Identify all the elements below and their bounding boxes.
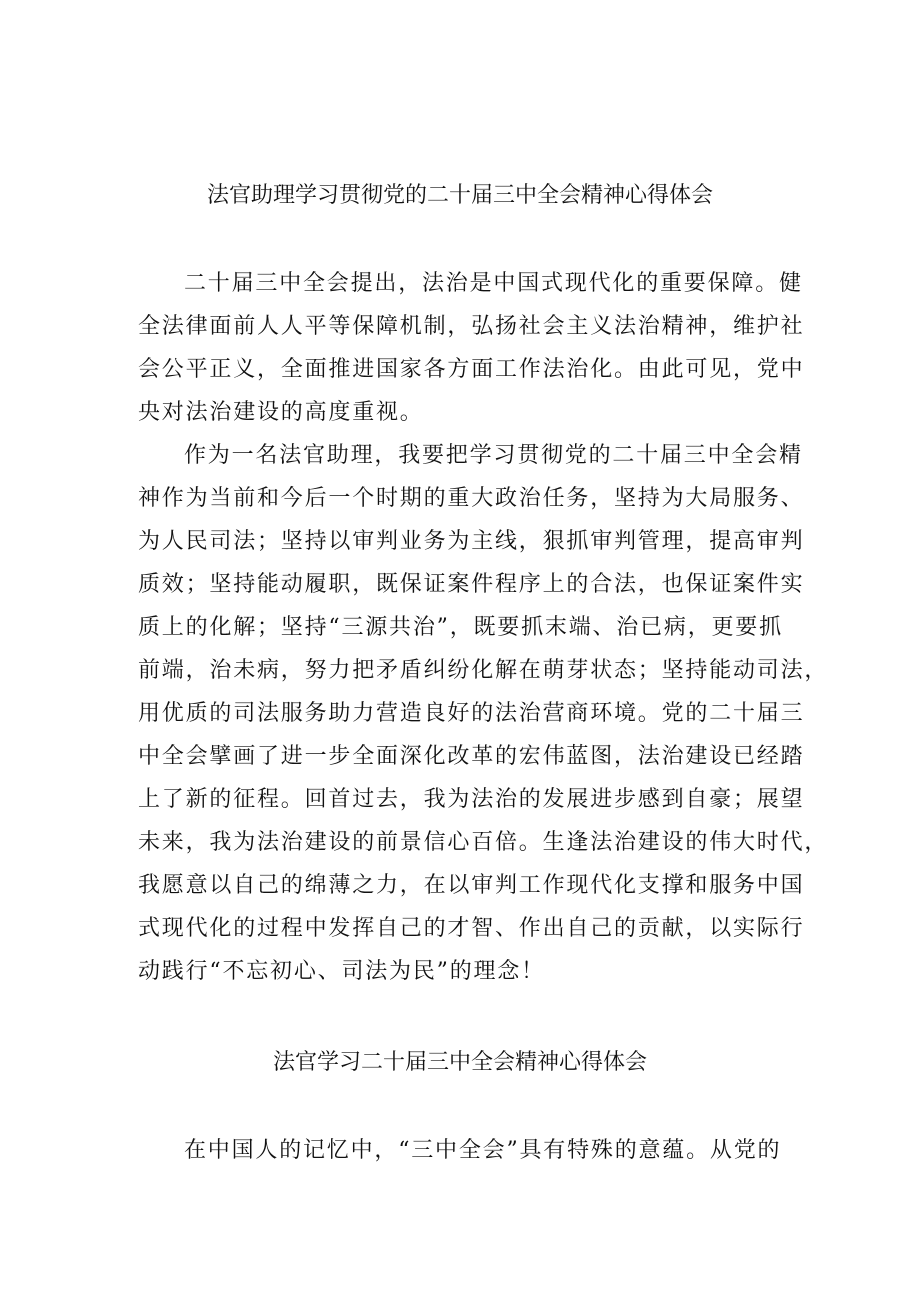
paragraph-line: 质上的化解；坚持“三源共治”，既要抓末端、治已病，更要抓 [138, 615, 783, 640]
section-1-title: 法官助理学习贯彻党的二十届三中全会精神心得体会 [206, 183, 713, 208]
paragraph-line: 用优质的司法服务助力营造良好的法治营商环境。党的二十届三 [138, 701, 805, 726]
paragraph-line: 动践行“不忘初心、司法为民”的理念！ [138, 959, 545, 984]
paragraph-line: 质效；坚持能动履职，既保证案件程序上的合法，也保证案件实 [138, 572, 805, 597]
paragraph-line: 神作为当前和今后一个时期的重大政治任务，坚持为大局服务、 [138, 486, 805, 511]
paragraph-line: 未来，我为法治建设的前景信心百倍。生逢法治建设的伟大时代， [138, 830, 829, 855]
paragraph-line: 全法律面前人人平等保障机制，弘扬社会主义法治精神，维护社 [138, 314, 805, 339]
paragraph-line: 上了新的征程。回首过去，我为法治的发展进步感到自豪；展望 [138, 787, 805, 812]
section-1-paragraph-1 [138, 262, 805, 434]
section-2-title: 法官学习二十届三中全会精神心得体会 [272, 1050, 647, 1075]
paragraph-line: 式现代化的过程中发挥自己的才智、作出自己的贡献，以实际行 [138, 916, 805, 941]
paragraph-line: 中全会擘画了进一步全面深化改革的宏伟蓝图，法治建设已经踏 [138, 744, 805, 769]
section-1-paragraph-2 [138, 434, 829, 993]
paragraph-line: 二十届三中全会提出，法治是中国式现代化的重要保障。健 [184, 271, 803, 296]
paragraph-line: 会公平正义，全面推进国家各方面工作法治化。由此可见，党中 [138, 357, 805, 382]
paragraph-line: 为人民司法；坚持以审判业务为主线，狠抓审判管理，提高审判 [138, 529, 805, 554]
section-2-paragraph-1 [138, 1129, 792, 1172]
paragraph-line: 央对法治建设的高度重视。 [138, 400, 424, 425]
paragraph-line: 作为一名法官助理，我要把学习贯彻党的二十届三中全会精 [184, 443, 803, 468]
paragraph-line: 在中国人的记忆中，“三中全会”具有特殊的意蕴。从党的 [184, 1138, 782, 1163]
paragraph-line: 前端，治未病，努力把矛盾纠纷化解在萌芽状态；坚持能动司法， [138, 658, 829, 683]
paragraph-line: 我愿意以自己的绵薄之力，在以审判工作现代化支撑和服务中国 [138, 873, 805, 898]
